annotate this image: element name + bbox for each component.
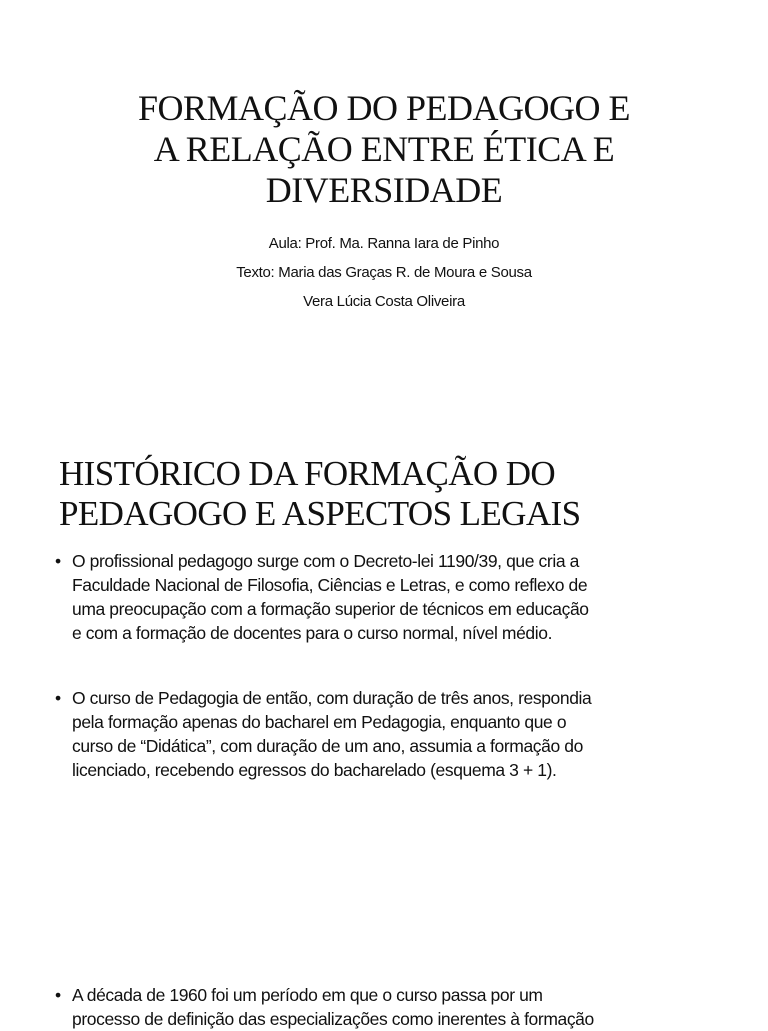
section-title-line: PEDAGOGO E ASPECTOS LEGAIS — [59, 494, 581, 533]
slide-title-line: FORMAÇÃO DO PEDAGOGO E — [137, 88, 631, 128]
slide-title — [0, 88, 768, 211]
text-author-credit: Texto: Maria das Graças R. de Moura e Sousa — [236, 264, 532, 281]
bullet-text — [72, 686, 715, 782]
co-author-credit: Vera Lúcia Costa Oliveira — [303, 293, 465, 310]
bullet-marker: • — [55, 985, 61, 1005]
slide-title-line: A RELAÇÃO ENTRE ÉTICA E — [153, 129, 615, 169]
bullet-item — [55, 686, 715, 782]
slide-subtitle — [0, 229, 768, 316]
bullet-line: O profissional pedagogo surge com o Decreto-lei 1190/39, que cria a — [72, 551, 579, 571]
bullet-marker: • — [55, 551, 61, 571]
bullet-line: curso de “Didática”, com duração de um ano, assumia a formação do — [72, 736, 583, 756]
bullet-line: A década de 1960 foi um período em que o curso passa por um — [72, 985, 543, 1005]
bullet-line: e com a formação de docentes para o curso normal, nível médio. — [72, 623, 553, 643]
bullet-line: O curso de Pedagogia de então, com duração de três anos, respondia — [72, 688, 592, 708]
bullet-line: licenciado, recebendo egressos do bacharelado (esquema 3 + 1). — [72, 760, 557, 780]
bullet-line: pela formação apenas do bacharel em Pedagogia, enquanto que o — [72, 712, 567, 732]
bullet-line: uma preocupação com a formação superior de técnicos em educação — [72, 599, 589, 619]
slide-title-line: DIVERSIDADE — [265, 170, 503, 210]
bullet-text — [72, 549, 715, 645]
lecturer-credit: Aula: Prof. Ma. Ranna Iara de Pinho — [268, 235, 500, 252]
bullet-line: processo de definição das especializações como inerentes à formação — [72, 1009, 594, 1029]
bullet-item — [55, 549, 715, 645]
bullet-line: Faculdade Nacional de Filosofia, Ciências e Letras, e como reflexo de — [72, 575, 588, 595]
section-title-line: HISTÓRICO DA FORMAÇÃO DO — [59, 454, 556, 493]
section-title — [59, 454, 739, 534]
bullet-marker: • — [55, 688, 61, 708]
